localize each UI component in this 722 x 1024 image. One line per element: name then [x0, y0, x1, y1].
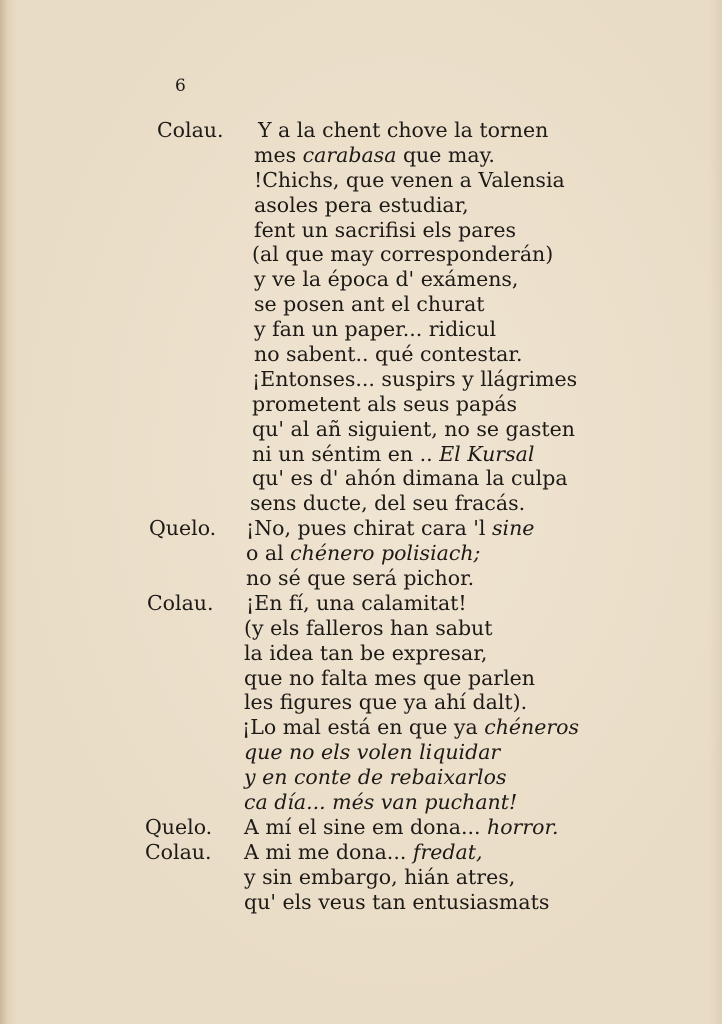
- verse-text: [252, 417, 575, 442]
- text-segment: que may.: [396, 142, 495, 167]
- italic-segment: y en conte de rebaixarlos: [244, 765, 507, 790]
- italic-segment: chéneros: [484, 715, 580, 740]
- italic-segment: chénero polisiach;: [290, 541, 481, 566]
- verse-line: [0, 442, 722, 467]
- text-segment: qu' es d' ahón dimana la culpa: [252, 466, 568, 491]
- text-segment: fent un sacrifisi els pares: [254, 217, 516, 242]
- text-segment: y sin embargo, hián atres,: [244, 864, 516, 889]
- text-segment: qu' al añ siguient, no se gasten: [252, 416, 575, 441]
- speaker-name: Colau.: [145, 839, 212, 864]
- text-segment: que no falta mes que parlen: [244, 665, 535, 690]
- speaker-name: Colau.: [157, 118, 224, 142]
- verse-line: [0, 690, 722, 715]
- verse-text: [244, 690, 527, 715]
- verse-line: [0, 740, 722, 765]
- text-segment: ¡Lo mal está en que ya: [242, 715, 485, 740]
- verse-text: [242, 715, 579, 740]
- italic-segment: carabasa: [302, 142, 397, 167]
- verse-block: [0, 118, 722, 915]
- text-segment: no sabent.. qué contestar.: [254, 342, 523, 367]
- verse-text: [250, 491, 525, 516]
- verse-line: [0, 317, 722, 342]
- verse-line: [0, 616, 722, 641]
- speaker-name: Quelo.: [145, 814, 213, 839]
- verse-text: [258, 118, 548, 143]
- verse-text: [254, 143, 495, 168]
- text-segment: (al que may corresponderán): [252, 242, 554, 267]
- text-segment: no sé que será pichor.: [246, 566, 475, 591]
- verse-line: [0, 242, 722, 267]
- verse-text: [254, 218, 516, 243]
- speaker-name: Quelo.: [149, 516, 217, 541]
- verse-text: [244, 616, 493, 641]
- verse-text: [254, 168, 565, 193]
- verse-line: [0, 143, 722, 168]
- verse-line: [0, 765, 722, 790]
- verse-line: [0, 417, 722, 442]
- text-segment: sens ducte, del seu fracás.: [250, 491, 526, 516]
- verse-line: [0, 516, 722, 541]
- verse-line: [0, 666, 722, 691]
- italic-segment: que no els volen liquidar: [244, 740, 501, 765]
- text-segment: se posen ant el churat: [254, 292, 485, 317]
- verse-text: [244, 865, 515, 890]
- italic-segment: fredat,: [412, 839, 483, 864]
- verse-text: [246, 516, 534, 541]
- verse-text: [244, 890, 549, 915]
- verse-line: [0, 218, 722, 243]
- verse-line: [0, 790, 722, 815]
- text-segment: ¡En fí, una calamitat!: [246, 590, 467, 615]
- text-segment: qu' els veus tan entusiasmats: [244, 889, 550, 914]
- verse-text: [246, 566, 474, 591]
- verse-text: [244, 815, 559, 840]
- text-segment: ni un séntim en ..: [252, 441, 440, 466]
- verse-line: [0, 815, 722, 840]
- verse-text: [244, 740, 500, 765]
- verse-text: [254, 267, 518, 292]
- italic-segment: sine: [492, 516, 535, 541]
- text-segment: ¡No, pues chirat cara 'l: [246, 516, 493, 541]
- text-segment: asoles pera estudiar,: [254, 192, 469, 217]
- text-segment: (y els falleros han sabut: [244, 615, 493, 640]
- verse-text: [254, 193, 469, 218]
- verse-line: [0, 491, 722, 516]
- verse-text: [246, 591, 467, 616]
- verse-text: [252, 367, 577, 392]
- text-segment: y fan un paper... ridicul: [254, 317, 497, 342]
- verse-line: [0, 168, 722, 193]
- verse-line: [0, 890, 722, 915]
- verse-line: [0, 267, 722, 292]
- italic-segment: ca día... més van puchant!: [244, 790, 518, 815]
- verse-text: [254, 317, 496, 342]
- text-segment: o al: [246, 541, 291, 566]
- text-segment: A mí el sine em dona...: [244, 814, 488, 839]
- text-segment: mes: [254, 142, 303, 167]
- text-segment: Y a la chent chove la tornen: [258, 118, 549, 142]
- verse-text: [252, 442, 534, 467]
- text-segment: A mi me dona...: [244, 839, 413, 864]
- verse-line: [0, 367, 722, 392]
- verse-line: [0, 392, 722, 417]
- text-segment: la idea tan be expresar,: [244, 640, 488, 665]
- verse-text: [246, 541, 480, 566]
- verse-text: [244, 641, 487, 666]
- verse-text: [244, 790, 517, 815]
- text-segment: y ve la época d' exámens,: [254, 267, 519, 292]
- text-segment: !Chichs, que venen a Valensia: [254, 167, 565, 192]
- verse-line: [0, 292, 722, 317]
- verse-text: [244, 666, 535, 691]
- verse-text: [252, 466, 568, 491]
- italic-segment: El Kursal: [439, 441, 535, 466]
- verse-text: [244, 765, 506, 790]
- page-number: 6: [175, 76, 186, 96]
- italic-segment: horror.: [487, 814, 559, 839]
- text-segment: prometent als seus papás: [252, 391, 518, 416]
- text-segment: les figures que ya ahí dalt).: [244, 690, 528, 715]
- verse-line: [0, 641, 722, 666]
- text-segment: ¡Entonses... suspirs y llágrimes: [252, 366, 578, 391]
- verse-line: [0, 541, 722, 566]
- verse-line: [0, 865, 722, 890]
- verse-line: [0, 342, 722, 367]
- verse-line: [0, 466, 722, 491]
- verse-text: [252, 392, 517, 417]
- verse-line: [0, 591, 722, 616]
- speaker-name: Colau.: [147, 590, 214, 615]
- verse-text: [254, 292, 485, 317]
- verse-line: [0, 566, 722, 591]
- verse-text: [254, 342, 522, 367]
- verse-line: [0, 193, 722, 218]
- verse-line: [0, 840, 722, 865]
- verse-line: [0, 118, 722, 143]
- verse-text: [244, 840, 483, 865]
- verse-text: [252, 242, 553, 267]
- verse-line: [0, 715, 722, 740]
